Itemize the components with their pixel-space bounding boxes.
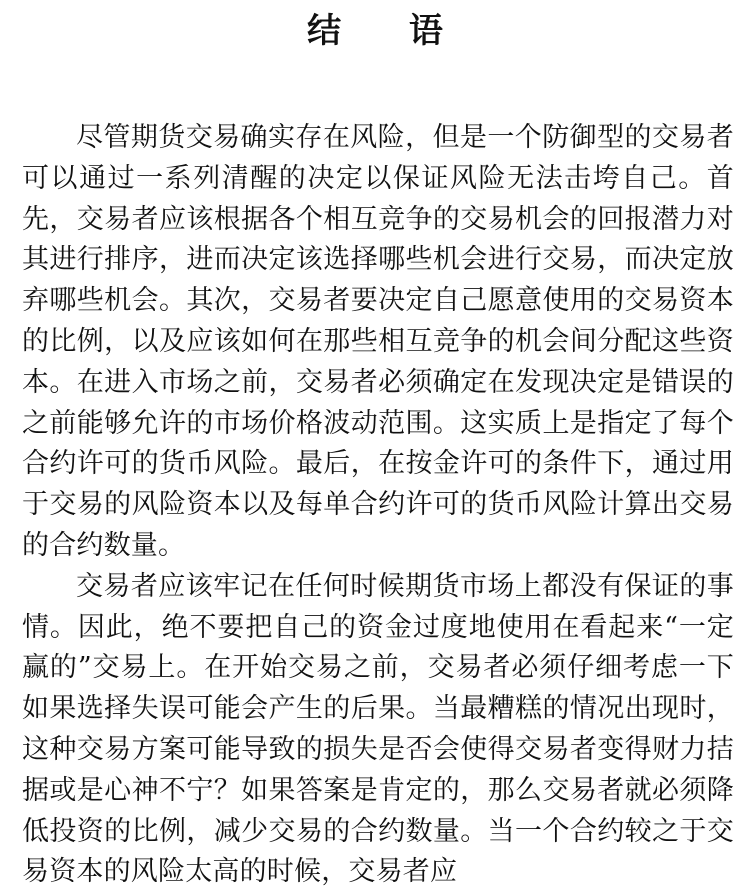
paragraph-2: 交易者应该牢记在任何时候期货市场上都没有保证的事情。因此，绝不要把自己的资金过度地使用在看起来“一定赢的”交易上。在开始交易之前，交易者必须仔细考虑一下如果选择失误可能会产生的后果。当最糟糕的情况出现时，这种交易方案可能导致的损失是否会使得交易者变得财力拮据或是心神不宁？如果答案是肯定的，那么交易者就必须降低投资的比例，减少交易的合约数量。当一个合约较之于交易资本的风险太高的时候，交易者应 <box>22 570 734 888</box>
page-title: 结 语 <box>307 11 471 51</box>
body-text <box>22 118 734 893</box>
paragraph-1: 尽管期货交易确实存在风险，但是一个防御型的交易者可以通过一系列清醒的决定以保证风险无法击垮自己。首先，交易者应该根据各个相互竞争的交易机会的回报潜力对其进行排序，进而决定该选择哪些机会进行交易，而决定放弃哪些机会。其次，交易者要决定自己愿意使用的交易资本的比例，以及应该如何在那些相互竞争的机会间分配这些资本。在进入市场之前，交易者必须确定在发现决定是错误的之前能够允许的市场价格波动范围。这实质上是指定了每个合约许可的货币风险。最后，在按金许可的条件下，通过用于交易的风险资本以及每单合约许可的货币风险计算出交易的合约数量。 <box>22 122 734 561</box>
